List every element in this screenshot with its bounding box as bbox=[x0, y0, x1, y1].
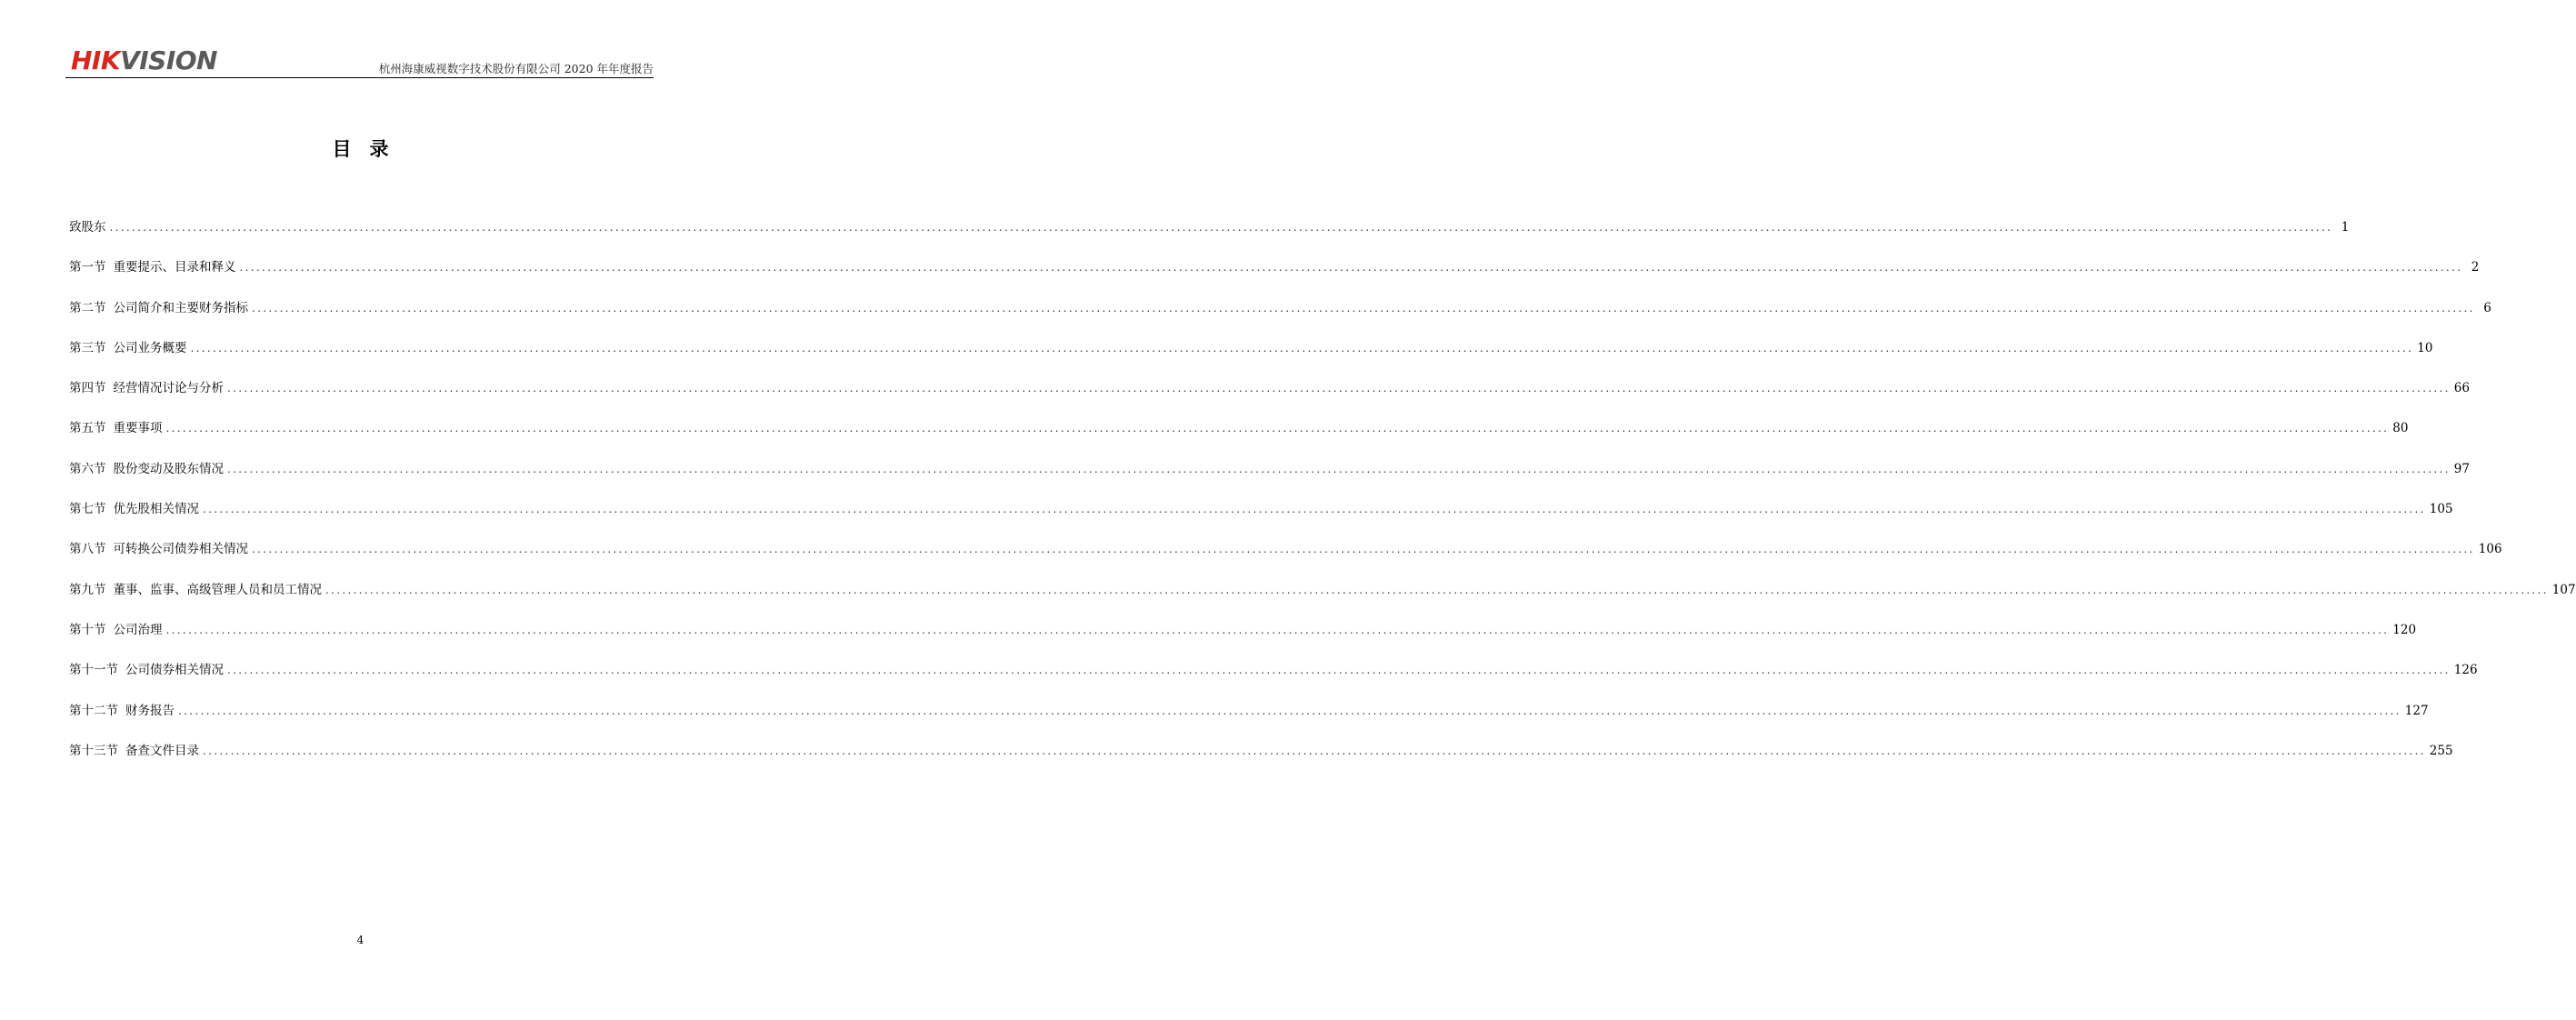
toc-page-number: 66 bbox=[2453, 381, 2470, 396]
toc-entry-label bbox=[69, 740, 199, 758]
toc-section-title: 经营情况讨论与分析 bbox=[113, 381, 224, 396]
toc-page-number: 106 bbox=[2478, 542, 2502, 557]
toc-leader-dots: ................................................................................................................................................................................................................................................................................................................................................................................................................ bbox=[239, 261, 2463, 275]
toc-entry[interactable] bbox=[69, 458, 2470, 498]
toc-section-number: 第五节 bbox=[69, 421, 106, 436]
toc-leader-dots: ................................................................................................................................................................................................................................................................................................................................................................................................................ bbox=[325, 583, 2549, 596]
toc-leader-dots: ................................................................................................................................................................................................................................................................................................................................................................................................................ bbox=[252, 301, 2475, 315]
toc-leader-dots: ................................................................................................................................................................................................................................................................................................................................................................................................................ bbox=[227, 664, 2451, 677]
toc-section-number: 第一节 bbox=[69, 260, 106, 275]
table-of-contents bbox=[69, 216, 2576, 780]
toc-entry-label bbox=[69, 337, 187, 355]
report-title: 杭州海康威视数字技术股份有限公司 2020 年年度报告 bbox=[378, 62, 654, 75]
toc-page-number: 80 bbox=[2392, 421, 2409, 436]
toc-section-title: 股份变动及股东情况 bbox=[113, 461, 224, 476]
toc-section-title: 优先股相关情况 bbox=[113, 502, 199, 517]
toc-entry[interactable] bbox=[69, 538, 2502, 578]
hikvision-logo bbox=[71, 47, 217, 75]
toc-leader-dots: ................................................................................................................................................................................................................................................................................................................................................................................................................ bbox=[227, 382, 2451, 395]
toc-entry-label bbox=[69, 700, 175, 718]
toc-entry[interactable] bbox=[69, 337, 2433, 377]
toc-entry[interactable] bbox=[69, 740, 2453, 780]
toc-entry-label bbox=[69, 216, 106, 235]
toc-page-number: 120 bbox=[2392, 622, 2417, 637]
toc-entry[interactable] bbox=[69, 579, 2576, 619]
toc-section-title: 重要事项 bbox=[113, 421, 163, 436]
toc-section-title: 公司治理 bbox=[113, 622, 163, 637]
toc-section-number: 第四节 bbox=[69, 381, 106, 396]
toc-entry-label bbox=[69, 579, 322, 597]
toc-entry[interactable] bbox=[69, 216, 2350, 256]
toc-page-number: 255 bbox=[2429, 743, 2453, 758]
toc-entry[interactable] bbox=[69, 377, 2470, 417]
toc-entry[interactable] bbox=[69, 256, 2480, 296]
toc-section-title: 财务报告 bbox=[125, 703, 175, 718]
toc-entry[interactable] bbox=[69, 498, 2453, 538]
toc-page-number: 97 bbox=[2453, 461, 2470, 476]
toc-entry[interactable] bbox=[69, 619, 2417, 659]
toc-entry[interactable] bbox=[69, 297, 2491, 337]
toc-section-number: 第九节 bbox=[69, 582, 106, 597]
toc-section-title: 重要提示、目录和释义 bbox=[113, 260, 236, 275]
toc-section-title: 公司业务概要 bbox=[113, 340, 187, 355]
toc-leader-dots: ................................................................................................................................................................................................................................................................................................................................................................................................................ bbox=[203, 503, 2426, 516]
toc-leader-dots: ................................................................................................................................................................................................................................................................................................................................................................................................................ bbox=[203, 744, 2426, 757]
toc-leader-dots: ................................................................................................................................................................................................................................................................................................................................................................................................................ bbox=[165, 623, 2390, 636]
toc-page-number: 2 bbox=[2471, 260, 2480, 275]
toc-entry-label bbox=[69, 417, 163, 435]
toc-page-number: 105 bbox=[2429, 502, 2453, 517]
toc-leader-dots: ................................................................................................................................................................................................................................................................................................................................................................................................................ bbox=[165, 422, 2390, 435]
page-header bbox=[71, 45, 654, 78]
toc-section-number: 第六节 bbox=[69, 461, 106, 476]
page-number: 4 bbox=[356, 934, 364, 946]
toc-entry-label bbox=[69, 377, 224, 395]
page-title: 目录 bbox=[332, 137, 407, 160]
logo-gray-text: VISION bbox=[120, 45, 217, 75]
toc-leader-dots: ................................................................................................................................................................................................................................................................................................................................................................................................................ bbox=[227, 462, 2451, 475]
toc-entry-label bbox=[69, 619, 163, 637]
toc-leader-dots: ................................................................................................................................................................................................................................................................................................................................................................................................................ bbox=[252, 543, 2475, 556]
toc-section-number: 第三节 bbox=[69, 340, 106, 355]
toc-section-title: 董事、监事、高级管理人员和员工情况 bbox=[113, 582, 322, 597]
toc-section-number: 第八节 bbox=[69, 542, 106, 557]
toc-page-number: 10 bbox=[2417, 340, 2433, 355]
toc-entry-label bbox=[69, 659, 224, 677]
toc-entry-label bbox=[69, 458, 224, 476]
toc-page-number: 107 bbox=[2551, 582, 2576, 597]
toc-section-number: 第十节 bbox=[69, 622, 106, 637]
toc-page-number: 6 bbox=[2483, 300, 2491, 315]
toc-entry[interactable] bbox=[69, 417, 2409, 457]
toc-section-title: 可转换公司债券相关情况 bbox=[113, 542, 248, 557]
toc-page-number: 127 bbox=[2404, 703, 2429, 718]
toc-entry-label bbox=[69, 538, 248, 556]
toc-section-number: 第二节 bbox=[69, 300, 106, 315]
logo-red-text: HIK bbox=[71, 45, 121, 75]
toc-leader-dots: ................................................................................................................................................................................................................................................................................................................................................................................................................ bbox=[178, 704, 2401, 717]
toc-page-number: 126 bbox=[2453, 663, 2478, 678]
toc-section-title: 致股东 bbox=[69, 220, 106, 235]
toc-section-number: 第十三节 bbox=[69, 743, 118, 758]
toc-section-title: 公司债券相关情况 bbox=[125, 663, 224, 678]
toc-leader-dots: ................................................................................................................................................................................................................................................................................................................................................................................................................ bbox=[190, 341, 2414, 355]
toc-entry-label bbox=[69, 297, 248, 315]
toc-page-number: 1 bbox=[2341, 220, 2350, 235]
toc-section-number: 第十二节 bbox=[69, 703, 118, 718]
header-divider bbox=[65, 77, 654, 78]
toc-entry-label bbox=[69, 256, 236, 275]
toc-entry-label bbox=[69, 498, 199, 516]
toc-entry[interactable] bbox=[69, 700, 2429, 740]
toc-entry[interactable] bbox=[69, 659, 2478, 699]
toc-section-number: 第七节 bbox=[69, 502, 106, 517]
toc-leader-dots: ................................................................................................................................................................................................................................................................................................................................................................................................................ bbox=[109, 221, 2333, 234]
toc-section-title: 备查文件目录 bbox=[125, 743, 199, 758]
toc-section-number: 第十一节 bbox=[69, 663, 118, 678]
toc-section-title: 公司简介和主要财务指标 bbox=[113, 300, 248, 315]
